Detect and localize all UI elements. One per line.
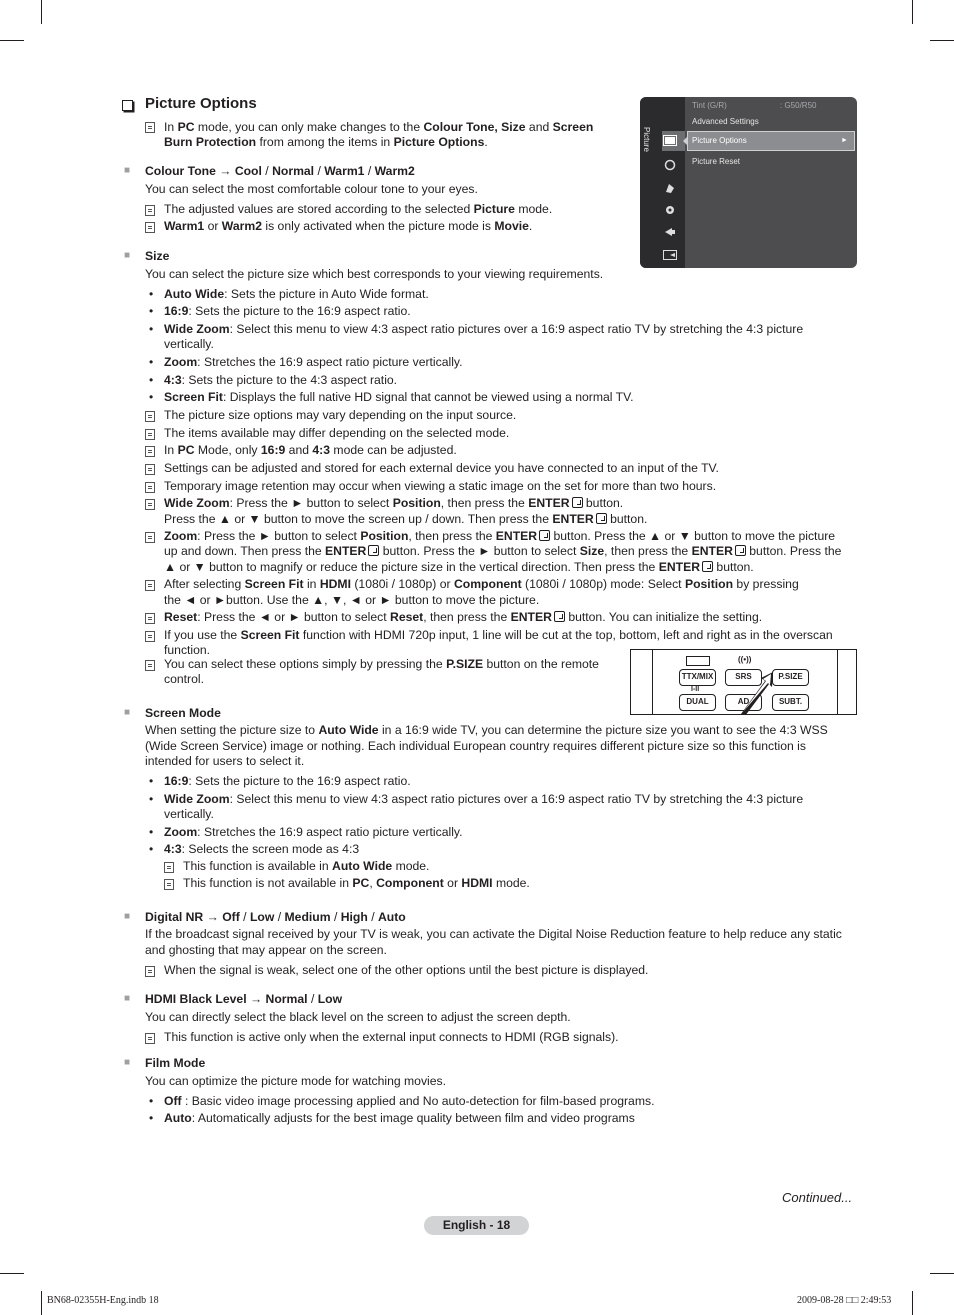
note-icon: [145, 631, 155, 642]
bullet-square-icon: ■: [124, 993, 131, 1004]
film-mode-heading: Film Mode: [145, 1056, 206, 1070]
size-wide-zoom-cont: vertically.: [164, 337, 214, 351]
screen-mode-4-3: 4:3: Selects the screen mode as 4:3: [164, 842, 360, 856]
screen-mode-desc3: intended for users to select it.: [145, 754, 305, 768]
screen-mode-desc2: (Wide Screen Service) image or nothing. Each individual European country requires different picture size so this function is: [145, 739, 806, 753]
digital-nr-heading: Digital NR → Off / Low / Medium / High / Auto: [145, 910, 406, 924]
osd-item-tint-value: : G50/R50: [780, 101, 817, 110]
bullet-dot: •: [149, 287, 154, 301]
note-icon: [145, 613, 155, 624]
note-icon: [145, 499, 155, 510]
bullet-square-icon: ■: [124, 707, 131, 718]
screen-mode-heading: Screen Mode: [145, 706, 221, 720]
size-note4: Settings can be adjusted and stored for each external device you have connected to an input of the TV.: [164, 461, 719, 475]
film-mode-off: Off : Basic video image processing applied and No auto-detection for film-based programs.: [164, 1094, 655, 1108]
note-icon: [145, 580, 155, 591]
size-4-3: 4:3: Sets the picture to the 4:3 aspect ratio.: [164, 373, 398, 387]
intro-note-line1: In PC mode, you can only make changes to the Colour Tone, Size and Screen: [164, 120, 594, 134]
note-icon: [145, 205, 155, 216]
size-zoom-note-l2: up and down. Then press the ENTER button. Press the ► button to select Size, then press the ENTER button. Press the: [164, 544, 842, 558]
size-16-9: 16:9: Sets the picture to the 16:9 aspect ratio.: [164, 304, 411, 318]
size-note1: The picture size options may vary depending on the input source.: [164, 408, 517, 422]
size-remote-note: You can select these options simply by pressing the P.SIZE button on the remote: [164, 657, 599, 671]
crop-mark: [41, 1291, 42, 1315]
footer-timestamp: 2009-08-28 □□ 2:49:53: [797, 1295, 892, 1306]
bullet-dot: •: [149, 792, 154, 806]
screen-mode-note2: This function is not available in PC, Component or HDMI mode.: [183, 876, 530, 890]
continued-label: Continued...: [782, 1190, 853, 1205]
hdmi-black-level-desc: You can directly select the black level on the screen to adjust the screen depth.: [145, 1010, 571, 1024]
size-zoom-note: Zoom: Press the ► button to select Position, then press the ENTER button. Press the ▲ or ▼ button to move the picture: [164, 529, 836, 543]
size-note2: The items available may differ depending on the selected mode.: [164, 426, 510, 440]
enter-icon: [539, 530, 550, 541]
digital-nr-note: When the signal is weak, select one of the other options until the best picture is displayed.: [164, 963, 649, 977]
size-hdmi-note-l2: function.: [164, 643, 211, 657]
note-icon: [145, 532, 155, 543]
remote-note-icon: [145, 660, 155, 671]
bullet-dot: •: [149, 825, 154, 839]
note-icon: [145, 966, 155, 977]
screen-mode-16-9: 16:9: Sets the picture to the 16:9 aspect ratio.: [164, 774, 411, 788]
bullet-square-icon: ■: [124, 911, 131, 922]
screen-mode-zoom: Zoom: Stretches the 16:9 aspect ratio picture vertically.: [164, 825, 463, 839]
note-icon: [164, 879, 174, 890]
note-icon: [145, 446, 155, 457]
hdmi-black-level-note: This function is active only when the external input connects to HDMI (RGB signals).: [164, 1030, 619, 1044]
footer-file-name: BN68-02355H-Eng.indb 18: [47, 1295, 159, 1306]
size-screen-fit-note: After selecting Screen Fit in HDMI (1080i / 1080p) or Component (1080i / 1080p) mode: Select Position by pressing: [164, 577, 799, 591]
size-note5: Temporary image retention may occur when viewing a static image on the set for more than two hours.: [164, 479, 717, 493]
colour-tone-desc: You can select the most comfortable colour tone to your eyes.: [145, 182, 478, 196]
note-icon: [145, 411, 155, 422]
size-screen-fit: Screen Fit: Displays the full native HD signal that cannot be viewed using a normal TV.: [164, 390, 634, 404]
size-heading: Size: [145, 249, 170, 263]
osd-item-picture-reset[interactable]: Picture Reset: [692, 157, 741, 166]
colour-tone-note1: The adjusted values are stored according to the selected Picture mode.: [164, 202, 553, 216]
note-icon: [164, 862, 174, 873]
crop-mark: [912, 0, 913, 24]
size-wide-zoom-note: Wide Zoom: Press the ► button to select Position, then press the ENTER button.: [164, 496, 624, 510]
size-zoom-note-l3: ▲ or ▼ button to magnify or reduce the picture size in the vertical direction. Then press the ENTER button.: [164, 560, 754, 574]
size-zoom: Zoom: Stretches the 16:9 aspect ratio picture vertically.: [164, 355, 463, 369]
bullet-dot: •: [149, 373, 154, 387]
size-auto-wide: Auto Wide: Sets the picture in Auto Wide format.: [164, 287, 429, 301]
enter-icon: [735, 545, 746, 556]
osd-item-picture-options-label: Picture Options: [692, 136, 747, 145]
input-icon: [663, 226, 677, 238]
enter-icon: [554, 611, 565, 622]
setup-gear-icon: [663, 204, 677, 216]
colour-tone-heading: Colour Tone → Cool / Normal / Warm1 / Warm2: [145, 164, 415, 178]
note-icon: [145, 1033, 155, 1044]
crop-mark: [930, 1273, 954, 1274]
osd-sidebar-label: Picture: [642, 127, 651, 152]
bullet-square-icon: ■: [124, 1057, 131, 1068]
crop-mark: [0, 1273, 24, 1274]
bullet-square-icon: ■: [124, 250, 131, 261]
p-size-button: P.SIZE: [772, 669, 809, 686]
teletext-icon: [686, 656, 710, 666]
bullet-square-icon: ■: [124, 165, 131, 176]
note-icon: [145, 429, 155, 440]
screen-mode-desc1: When setting the picture size to Auto Wide in a 16:9 wide TV, you can determine the picture size you want to see the 4:3 WSS: [145, 723, 828, 737]
remote-control-illustration: [630, 649, 857, 715]
intro-note-line2: Burn Protection from among the items in Picture Options.: [164, 135, 488, 149]
note-icon: [145, 482, 155, 493]
ttx-mix-button: TTX/MIX: [679, 669, 716, 686]
bullet-dot: •: [149, 390, 154, 404]
size-remote-note-l2: control.: [164, 672, 204, 686]
bullet-dot: •: [149, 1111, 154, 1125]
note-icon: [145, 464, 155, 475]
bullet-dot: •: [149, 1094, 154, 1108]
osd-item-arrow-icon: ►: [841, 137, 848, 144]
size-screen-fit-note-l2: the ◄ or ►button. Use the ▲, ▼, ◄ or ► button to move the picture.: [164, 593, 540, 607]
osd-pointer-icon: [683, 137, 687, 145]
bullet-dot: •: [149, 842, 154, 856]
enter-icon: [596, 513, 607, 524]
tv-osd-menu: [640, 97, 857, 268]
note-icon: [145, 122, 155, 133]
crop-mark: [0, 40, 24, 41]
bullet-dot: •: [149, 355, 154, 369]
subt-button: SUBT.: [772, 694, 809, 711]
sound-icon: [663, 159, 677, 171]
bullet-dot: •: [149, 322, 154, 336]
srs-button: SRS: [725, 669, 762, 686]
channel-icon: [663, 182, 677, 194]
crop-mark: [912, 1291, 913, 1315]
dual-button: DUAL: [679, 694, 716, 711]
crop-mark: [930, 40, 954, 41]
size-reset-note: Reset: Press the ◄ or ► button to select Reset, then press the ENTER button. You can initialize the setting.: [164, 610, 763, 624]
note-icon: [145, 222, 155, 233]
colour-tone-note2: Warm1 or Warm2 is only activated when the picture mode is Movie.: [164, 219, 533, 233]
size-note3: In PC Mode, only 16:9 and 4:3 mode can be adjusted.: [164, 443, 457, 457]
application-icon: [663, 249, 677, 261]
bullet-dot: •: [149, 774, 154, 788]
page-title: Picture Options: [145, 95, 257, 112]
size-wide-zoom-note-l2: Press the ▲ or ▼ button to move the screen up / down. Then press the ENTER button.: [164, 512, 648, 526]
screen-mode-wide-zoom: Wide Zoom: Select this menu to view 4:3 aspect ratio pictures over a 16:9 aspect ratio TV by stretching the 4:3 picture: [164, 792, 804, 806]
title-checkbox-icon: [122, 100, 133, 111]
dual-label: I-II: [691, 686, 700, 693]
hdmi-black-level-heading: HDMI Black Level → Normal / Low: [145, 992, 343, 1006]
osd-item-advanced-settings[interactable]: Advanced Settings: [692, 117, 759, 126]
digital-nr-desc1: If the broadcast signal received by your TV is weak, you can activate the Digital Noise Reduction feature to help reduce any static: [145, 927, 842, 941]
film-mode-desc: You can optimize the picture mode for watching movies.: [145, 1074, 447, 1088]
remote-divider: [837, 650, 838, 715]
page-number-badge: English - 18: [424, 1216, 529, 1235]
srs-signal-icon: ((•)): [738, 655, 752, 664]
enter-icon: [368, 545, 379, 556]
screen-mode-wide-zoom-cont: vertically.: [164, 807, 214, 821]
picture-icon: [663, 135, 677, 147]
pointer-arrow-icon: [731, 670, 776, 715]
film-mode-auto: Auto: Automatically adjusts for the best image quality between film and video programs: [164, 1111, 635, 1125]
enter-icon: [702, 561, 713, 572]
size-hdmi-note: If you use the Screen Fit function with HDMI 720p input, 1 line will be cut at the top, bottom, left and right as in the overscan: [164, 628, 833, 642]
digital-nr-desc2: and ghosting that may appear on the screen.: [145, 943, 387, 957]
ad-button: AD: [725, 694, 762, 711]
bullet-dot: •: [149, 304, 154, 318]
crop-mark: [41, 0, 42, 24]
screen-mode-note1: This function is available in Auto Wide mode.: [183, 859, 430, 873]
osd-item-tint[interactable]: Tint (G/R): [692, 101, 727, 110]
size-wide-zoom: Wide Zoom: Select this menu to view 4:3 aspect ratio pictures over a 16:9 aspect ratio TV by stretching the 4:3 picture: [164, 322, 804, 336]
enter-icon: [572, 497, 583, 508]
remote-divider: [652, 650, 653, 715]
size-desc: You can select the picture size which best corresponds to your viewing requirements.: [145, 267, 604, 281]
